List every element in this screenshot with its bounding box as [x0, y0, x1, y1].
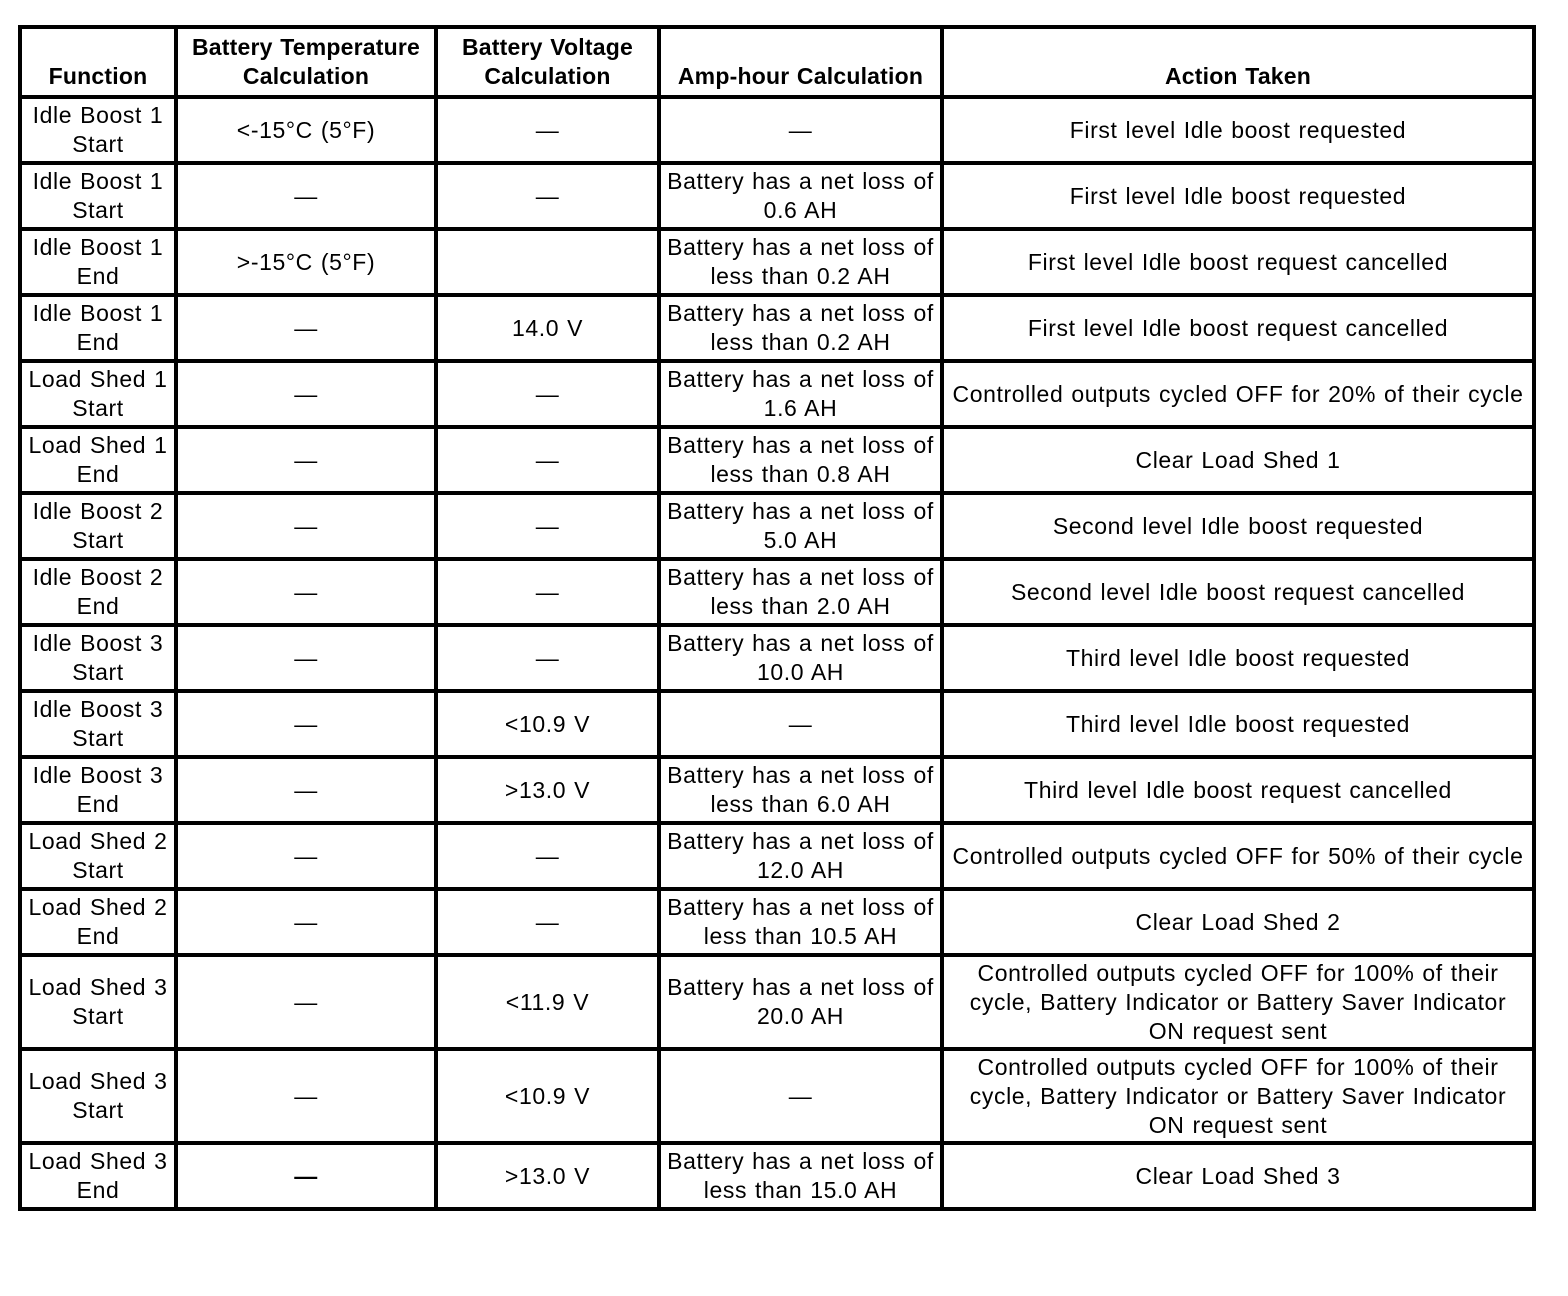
- cell-voltage: —: [436, 97, 659, 163]
- cell-action: First level Idle boost requested: [942, 97, 1534, 163]
- table-row: [20, 427, 1534, 493]
- cell-action: Clear Load Shed 1: [942, 427, 1534, 493]
- cell-voltage: >13.0 V: [436, 1143, 659, 1209]
- cell-voltage: —: [436, 427, 659, 493]
- cell-amp-hour: Battery has a net loss of less than 10.5 AH: [659, 889, 942, 955]
- cell-function: Idle Boost 1 End: [20, 295, 176, 361]
- cell-temperature: <-15°C (5°F): [176, 97, 436, 163]
- table-row: [20, 163, 1534, 229]
- cell-function: Idle Boost 3 Start: [20, 691, 176, 757]
- cell-amp-hour: Battery has a net loss of less than 0.2 AH: [659, 295, 942, 361]
- cell-amp-hour: Battery has a net loss of less than 6.0 AH: [659, 757, 942, 823]
- cell-temperature: —: [176, 823, 436, 889]
- cell-temperature: —: [176, 955, 436, 1049]
- cell-function: Load Shed 2 End: [20, 889, 176, 955]
- cell-function: Load Shed 3 Start: [20, 1049, 176, 1143]
- table-row: [20, 97, 1534, 163]
- cell-voltage: <10.9 V: [436, 1049, 659, 1143]
- cell-function: Load Shed 3 End: [20, 1143, 176, 1209]
- cell-function: Idle Boost 2 Start: [20, 493, 176, 559]
- table-row: [20, 361, 1534, 427]
- header-battery-voltage: Battery Voltage Calculation: [436, 27, 659, 97]
- cell-action: Controlled outputs cycled OFF for 20% of their cycle: [942, 361, 1534, 427]
- header-amp-hour: Amp-hour Calculation: [659, 27, 942, 97]
- cell-function: Idle Boost 3 End: [20, 757, 176, 823]
- cell-temperature: —: [176, 691, 436, 757]
- table-row: [20, 691, 1534, 757]
- cell-function: Load Shed 1 Start: [20, 361, 176, 427]
- table-header-row: [20, 27, 1534, 97]
- cell-temperature: —: [176, 757, 436, 823]
- cell-amp-hour: —: [659, 1049, 942, 1143]
- cell-temperature: —: [176, 559, 436, 625]
- table-row: [20, 559, 1534, 625]
- table-row: [20, 889, 1534, 955]
- cell-amp-hour: Battery has a net loss of less than 15.0 AH: [659, 1143, 942, 1209]
- cell-voltage: —: [436, 823, 659, 889]
- cell-temperature: —: [176, 1143, 436, 1209]
- cell-amp-hour: Battery has a net loss of 20.0 AH: [659, 955, 942, 1049]
- cell-function: Idle Boost 1 Start: [20, 97, 176, 163]
- header-function: Function: [20, 27, 176, 97]
- cell-action: Second level Idle boost request cancelled: [942, 559, 1534, 625]
- cell-amp-hour: Battery has a net loss of 5.0 AH: [659, 493, 942, 559]
- cell-amp-hour: Battery has a net loss of less than 0.8 AH: [659, 427, 942, 493]
- cell-temperature: —: [176, 361, 436, 427]
- cell-action: Third level Idle boost requested: [942, 625, 1534, 691]
- cell-temperature: —: [176, 1049, 436, 1143]
- table-row: [20, 625, 1534, 691]
- cell-amp-hour: —: [659, 691, 942, 757]
- cell-function: Idle Boost 2 End: [20, 559, 176, 625]
- cell-temperature: —: [176, 163, 436, 229]
- cell-amp-hour: Battery has a net loss of less than 2.0 AH: [659, 559, 942, 625]
- cell-temperature: —: [176, 889, 436, 955]
- table-row: [20, 1049, 1534, 1143]
- cell-amp-hour: —: [659, 97, 942, 163]
- cell-amp-hour: Battery has a net loss of less than 0.2 AH: [659, 229, 942, 295]
- cell-temperature: —: [176, 493, 436, 559]
- table-row: [20, 955, 1534, 1049]
- header-battery-temperature: Battery Temperature Calculation: [176, 27, 436, 97]
- cell-voltage: >13.0 V: [436, 757, 659, 823]
- cell-voltage: 14.0 V: [436, 295, 659, 361]
- cell-action: Controlled outputs cycled OFF for 50% of their cycle: [942, 823, 1534, 889]
- cell-voltage: <10.9 V: [436, 691, 659, 757]
- battery-management-table: [18, 25, 1536, 1211]
- header-action-taken: Action Taken: [942, 27, 1534, 97]
- cell-action: First level Idle boost requested: [942, 163, 1534, 229]
- table-row: [20, 757, 1534, 823]
- cell-temperature: —: [176, 427, 436, 493]
- cell-voltage: —: [436, 625, 659, 691]
- cell-function: Load Shed 2 Start: [20, 823, 176, 889]
- cell-function: Idle Boost 1 Start: [20, 163, 176, 229]
- cell-action: Third level Idle boost request cancelled: [942, 757, 1534, 823]
- cell-temperature: —: [176, 625, 436, 691]
- cell-voltage: —: [436, 889, 659, 955]
- cell-amp-hour: Battery has a net loss of 0.6 AH: [659, 163, 942, 229]
- cell-action: Clear Load Shed 3: [942, 1143, 1534, 1209]
- cell-temperature: >-15°C (5°F): [176, 229, 436, 295]
- cell-amp-hour: Battery has a net loss of 10.0 AH: [659, 625, 942, 691]
- table-row: [20, 1143, 1534, 1209]
- cell-action: Controlled outputs cycled OFF for 100% of their cycle, Battery Indicator or Battery Saver Indicator ON request sent: [942, 955, 1534, 1049]
- cell-voltage: —: [436, 361, 659, 427]
- cell-function: Idle Boost 1 End: [20, 229, 176, 295]
- table-row: [20, 493, 1534, 559]
- cell-action: Controlled outputs cycled OFF for 100% of their cycle, Battery Indicator or Battery Saver Indicator ON request sent: [942, 1049, 1534, 1143]
- cell-amp-hour: Battery has a net loss of 12.0 AH: [659, 823, 942, 889]
- cell-action: First level Idle boost request cancelled: [942, 295, 1534, 361]
- cell-function: Load Shed 1 End: [20, 427, 176, 493]
- cell-voltage: —: [436, 559, 659, 625]
- cell-function: Idle Boost 3 Start: [20, 625, 176, 691]
- cell-action: Clear Load Shed 2: [942, 889, 1534, 955]
- cell-voltage: —: [436, 163, 659, 229]
- table-row: [20, 823, 1534, 889]
- cell-action: Second level Idle boost requested: [942, 493, 1534, 559]
- table-row: [20, 295, 1534, 361]
- cell-action: Third level Idle boost requested: [942, 691, 1534, 757]
- cell-function: Load Shed 3 Start: [20, 955, 176, 1049]
- cell-voltage: <11.9 V: [436, 955, 659, 1049]
- cell-voltage: —: [436, 493, 659, 559]
- cell-action: First level Idle boost request cancelled: [942, 229, 1534, 295]
- cell-temperature: —: [176, 295, 436, 361]
- cell-voltage: [436, 229, 659, 295]
- cell-amp-hour: Battery has a net loss of 1.6 AH: [659, 361, 942, 427]
- table-row: [20, 229, 1534, 295]
